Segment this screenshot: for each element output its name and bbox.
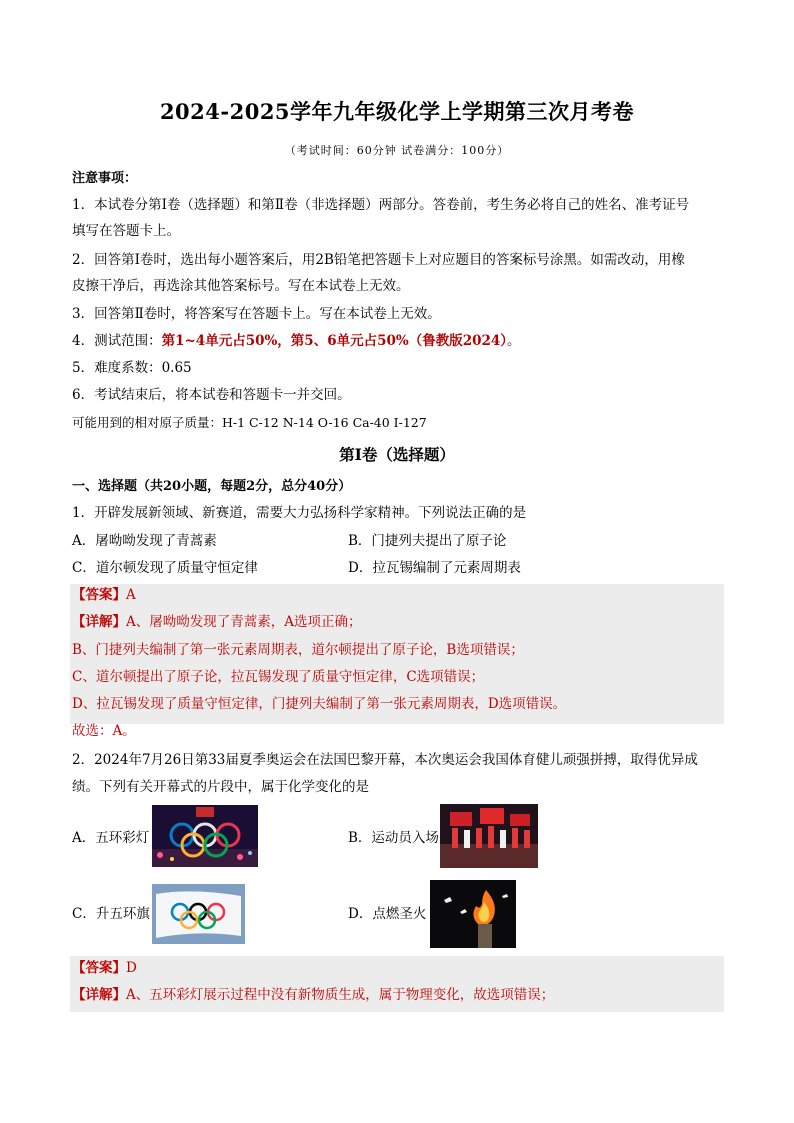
q1-option-c: C．道尔顿发现了质量守恒定律 [72,560,258,576]
q1-answer-tag: 【答案】 [72,587,126,603]
athletes-entering-image [440,804,538,868]
q1-detail-d: D、拉瓦锡发现了质量守恒定律，门捷列夫编制了第一张元素周期表，D选项错误。 [72,696,567,712]
olympic-flame-image [430,880,516,948]
q1-detail-a [72,612,724,632]
q1-conclusion: 故选：A。 [72,723,136,739]
q1-detail-tag: 【详解】 [72,614,126,630]
q2-answer [72,958,724,978]
q2-answer-value: D [126,960,137,976]
note-4-prefix: 4．测试范围： [72,333,162,349]
section-title: 第Ⅰ卷（选择题） [339,445,455,464]
q1-detail-a-text: A、屠呦呦发现了青蒿素，A选项正确； [126,614,362,630]
q1-stem: 1．开辟发展新领域、新赛道，需要大力弘扬科学家精神。下列说法正确的是 [72,505,527,521]
note-4-range: 第1~4单元占50%，第5、6单元占50%（鲁教版2024） [161,333,508,349]
q1-answer [72,585,724,605]
note-2-line-1: 2．回答第Ⅰ卷时，选出每小题答案后，用2B铅笔把答题卡上对应题目的答案标号涂黑。如需改动，用橡 [72,252,685,268]
q1-detail-c: C、道尔顿提出了原子论，拉瓦锡发现了质量守恒定律，C选项错误； [72,669,485,685]
part-heading: 一、选择题（共20小题，每题2分，总分40分） [72,479,352,494]
q1-option-a: A．屠呦呦发现了青蒿素 [72,533,217,549]
q2-detail-a [72,985,724,1005]
q2-detail-tag: 【详解】 [72,987,126,1003]
q1-option-d: D．拉瓦锡编制了元素周期表 [348,560,521,576]
note-5: 5．难度系数：0.65 [72,360,192,376]
olympic-flag-image [152,884,245,944]
page-title: 2024-2025学年九年级化学上学期第三次月考卷 [159,99,635,124]
q1-answer-value: A [126,587,136,603]
note-1-line-2: 填写在答题卡上。 [72,223,180,239]
notes-heading: 注意事项： [72,171,138,186]
q2-option-d: D．点燃圣火 [348,906,427,922]
atomic-masses: 可能用到的相对原子质量：H-1 C-12 N-14 O-16 Ca-40 I-127 [72,415,427,430]
q2-option-c: C．升五环旗 [72,906,150,922]
note-4-suffix: 。 [507,333,521,349]
note-3: 3．回答第Ⅱ卷时，将答案写在答题卡上。写在本试卷上无效。 [72,306,441,322]
note-2-line-2: 皮擦干净后，再选涂其他答案标号。写在本试卷上无效。 [72,278,410,294]
q2-stem-line-1: 2．2024年7月26日第33届夏季奥运会在法国巴黎开幕，本次奥运会我国体育健儿顽强拼搏，取得优异成 [72,752,698,768]
note-4 [72,331,724,351]
q2-answer-tag: 【答案】 [72,960,126,976]
q1-option-b: B．门捷列夫提出了原子论 [348,533,507,549]
exam-subtitle: （考试时间：60分钟 试卷满分：100分） [284,144,510,157]
q2-detail-a-text: A、五环彩灯展示过程中没有新物质生成，属于物理变化，故选项错误； [126,987,555,1003]
q2-option-a: A．五环彩灯 [72,830,150,846]
q1-detail-b: B、门捷列夫编制了第一张元素周期表，道尔顿提出了原子论，B选项错误； [72,642,524,658]
note-6: 6．考试结束后，将本试卷和答题卡一并交回。 [72,387,351,403]
q2-option-b: B．运动员入场 [348,830,439,846]
q2-stem-line-2: 绩。下列有关开幕式的片段中，属于化学变化的是 [72,779,369,795]
five-ring-lights-image [152,805,258,867]
note-1-line-1: 1．本试卷分第Ⅰ卷（选择题）和第Ⅱ卷（非选择题）两部分。答卷前，考生务必将自己的姓名、准考证号 [72,197,690,213]
